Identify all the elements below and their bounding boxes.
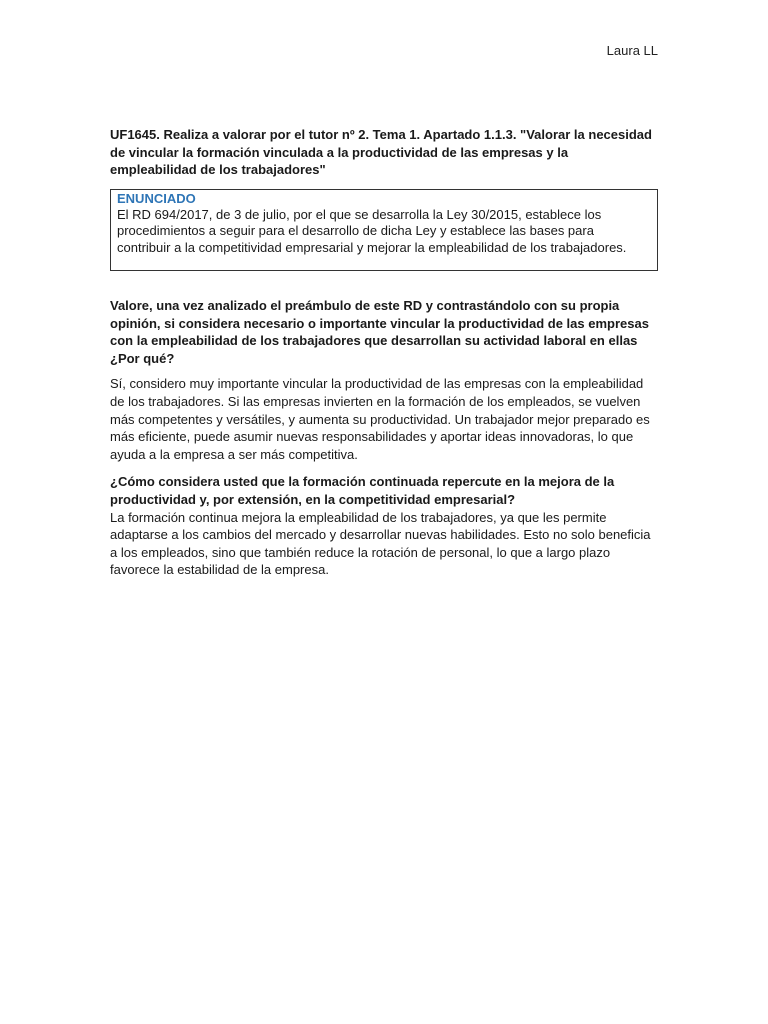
enunciado-box [110,189,658,271]
enunciado-text: El RD 694/2017, de 3 de julio, por el que se desarrolla la Ley 30/2015, establece los procedimientos a seguir para el desarrollo de dicha Ley y establece las bases para contribuir a la competitividad empresarial y mejorar la empleabilidad de los trabajadores. [117,206,627,255]
answer-1: Sí, considero muy importante vincular la productividad de las empresas con la empleabilidad de los trabajadores. Si las empresas invierten en la formación de los empleados, se vuelven más competentes y versátiles, y aumenta su productividad. Un trabajador mejor preparado es más eficiente, puede asumir nuevas responsabilidades y aportar ideas innovadoras, lo que ayuda a la empresa a ser más competitiva. [110,376,650,462]
enunciado-label: ENUNCIADO [117,190,196,206]
question-1: Valore, una vez analizado el preámbulo de este RD y contrastándolo con su propia opinión, si considera necesario o importante vincular la productividad de las empresas con la empleabilidad de los trabajadores que desarrollan su actividad laboral en ellas ¿Por qué? [110,298,649,366]
answer-2: La formación continua mejora la empleabilidad de los trabajadores, ya que les permite adaptarse a los cambios del mercado y desarrollar nuevas habilidades. Esto no solo beneficia a los empleados, sino que también reduce la rotación de personal, lo que a largo plazo favorece la estabilidad de la empresa. [110,509,651,578]
header-author: Laura LL [606,43,658,58]
document-title: UF1645. Realiza a valorar por el tutor nº 2. Tema 1. Apartado 1.1.3. "Valorar la necesidad de vincular la formación vinculada a la productividad de las empresas y la empleabilidad de los trabajadores" [110,127,652,178]
document-body [110,126,658,579]
question-2: ¿Cómo considera usted que la formación continuada repercute en la mejora de la productividad y, por extensión, en la competitividad empresarial? [110,474,615,507]
